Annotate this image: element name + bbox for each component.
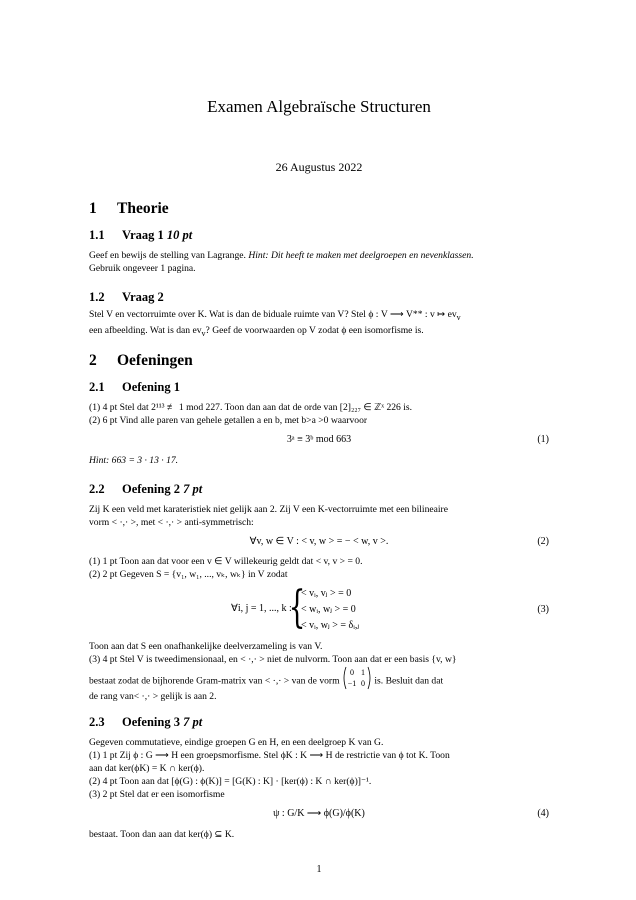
page-number: 1 [316, 864, 322, 875]
section-number: 2 [89, 352, 97, 369]
exercise-item-1: (1) 4 pt Stel dat 2¹¹³ ≢ 1 mod 227. Toon dan aan dat de orde van [2]₂₂₇ ∈ ℤˣ 226 is. [89, 402, 413, 413]
question-text [89, 249, 549, 275]
exercise-item-3: (3) 4 pt Stel V is tweedimensionaal, en < ·,· > niet de nulvorm. Toon aan dat er een basis {v, w} [89, 654, 457, 665]
left-brace: { [288, 582, 306, 633]
document-date: 26 Augustus 2022 [275, 160, 363, 174]
matrix-entry: 0 [360, 679, 365, 688]
question-line-1: Stel V en vectorruimte over K. Wat is dan de biduale ruimte van V? Stel ϕ : V ⟶ V** : v ↦ ev [89, 309, 457, 320]
question-sentence: Geef en bewijs de stelling van Lagrange. [89, 250, 246, 261]
exercise-line-2: bestaat. Toon dan aan dat ker(ϕ) ⊆ K. [89, 829, 235, 840]
subsection-vraag-1 [89, 228, 192, 243]
exercise-text [89, 640, 549, 666]
question-text [89, 308, 549, 340]
exercise-item-3b: bestaat zodat de bijhorende Gram-matrix van < ·,· > van de vorm [89, 675, 340, 687]
points-label: 10 pt [166, 228, 193, 242]
equation-number: (2) [537, 536, 549, 547]
equation-2: ∀v, w ∈ V : < v, w > = − < w, v >. [249, 536, 389, 547]
equation-number: (3) [537, 604, 549, 615]
system-line: < vᵢ, vⱼ > = 0 [301, 588, 352, 599]
exercise-item-2: (2) 6 pt Vind alle paren van gehele getallen a en b, met b>a >0 waarvoor [89, 415, 368, 426]
subsection-oefening-1 [89, 380, 180, 395]
system-lead: ∀i, j = 1, ..., k : [231, 603, 292, 614]
points-label: 7 pt [183, 715, 203, 729]
subscript: v [456, 312, 461, 322]
exercise-line-3: Toon aan dat S een onafhankelijke deelverzameling is van V. [89, 641, 323, 652]
exercise-text [89, 690, 549, 703]
matrix-svg [342, 666, 372, 690]
exercise-item-2: (2) 2 pt Gegeven S = {v₁, w₁, ..., vₖ, wₖ} in V zodat [89, 569, 288, 580]
exercise-item-1a: (1) 1 pt Zij ϕ : G ⟶ H een groepsmorfisme. Stel ϕK : K ⟶ H de restrictie van ϕ tot K. Toon [89, 750, 450, 761]
points-label: 7 pt [183, 482, 203, 496]
equation-system [231, 582, 431, 636]
equation-number: (1) [537, 434, 549, 445]
exercise-text [89, 401, 549, 427]
document-title: Examen Algebraïsche Structuren [207, 97, 431, 116]
section-theorie [89, 200, 169, 218]
matrix-entry: 1 [360, 668, 365, 677]
subsection-title: Oefening 3 [122, 715, 180, 729]
section-oefeningen [89, 352, 193, 370]
subsection-oefening-3 [89, 715, 202, 730]
subsection-vraag-2 [89, 290, 164, 305]
subsection-number: 2.3 [89, 715, 105, 729]
subsection-number: 2.1 [89, 380, 105, 394]
section-title: Theorie [117, 200, 169, 217]
subsection-number: 1.2 [89, 290, 105, 304]
exercise-line-2: vorm < ·,· >, met < ·,· > anti-symmetrisch: [89, 517, 254, 528]
matrix-entry: 0 [349, 668, 354, 677]
subsection-title: Vraag 1 [122, 228, 164, 242]
question-line-2b: ? Geef de voorwaarden op V zodat ϕ een isomorfisme is. [205, 324, 424, 336]
equation-1: 3ᵃ ≡ 3ᵇ mod 663 [286, 434, 352, 445]
exercise-item-3: (3) 2 pt Stel dat er een isomorfisme [89, 789, 225, 800]
subsection-oefening-2 [89, 482, 202, 497]
exercise-text [89, 503, 549, 529]
equation-4: ψ : G/K ⟶ ϕ(G)/ϕ(K) [273, 808, 365, 819]
exercise-line-1: Zij K een veld met karateristiek niet gelijk aan 2. Zij V een K-vectorruimte met een bilineaire [89, 504, 449, 515]
exercise-text [89, 555, 549, 581]
question-line-2a: een afbeelding. Wat is dan ev [89, 324, 202, 336]
exercise-text [89, 736, 549, 801]
exercise-item-3d: de rang van< ·,· > gelijk is aan 2. [89, 691, 217, 702]
section-title: Oefeningen [117, 352, 193, 369]
exercise-item-1: (1) 1 pt Toon aan dat voor een v ∈ V willekeurig geldt dat < v, v > = 0. [89, 556, 363, 567]
exercise-item-2: (2) 4 pt Toon aan dat [ϕ(G) : ϕ(K)] = [G(K) : K] · [ker(ϕ) : K ∩ ker(ϕ)]⁻¹. [89, 776, 372, 787]
subsection-number: 1.1 [89, 228, 105, 242]
subsection-number: 2.2 [89, 482, 105, 496]
question-sentence-2: Gebruik ongeveer 1 pagina. [89, 263, 196, 274]
subscript: v [201, 328, 206, 338]
equation-number: (4) [537, 808, 549, 819]
hint-italic: Hint: 663 = 3 · 13 · 17. [89, 455, 179, 466]
subsection-title: Vraag 2 [122, 290, 164, 304]
exercise-text [89, 828, 549, 841]
exercise-item-1b: aan dat ker(ϕK) = K ∩ ker(ϕ). [89, 763, 205, 774]
hint-text: Hint: Dit heeft te maken met deelgroepen en nevenklassen. [248, 250, 474, 261]
exercise-line-1: Gegeven commutatieve, eindige groepen G en H, en een deelgroep K van G. [89, 737, 384, 748]
system-line: < vᵢ, wⱼ > = δᵢ,ⱼ [301, 620, 360, 631]
exercise-item-3c: is. Besluit dan dat [374, 675, 444, 687]
matrix-entry: −1 [347, 679, 357, 688]
section-number: 1 [89, 200, 97, 217]
system-line: < wᵢ, wⱼ > = 0 [301, 604, 356, 615]
subsection-title: Oefening 2 [122, 482, 180, 496]
subsection-title: Oefening 1 [122, 380, 180, 394]
hint-text [89, 454, 549, 467]
